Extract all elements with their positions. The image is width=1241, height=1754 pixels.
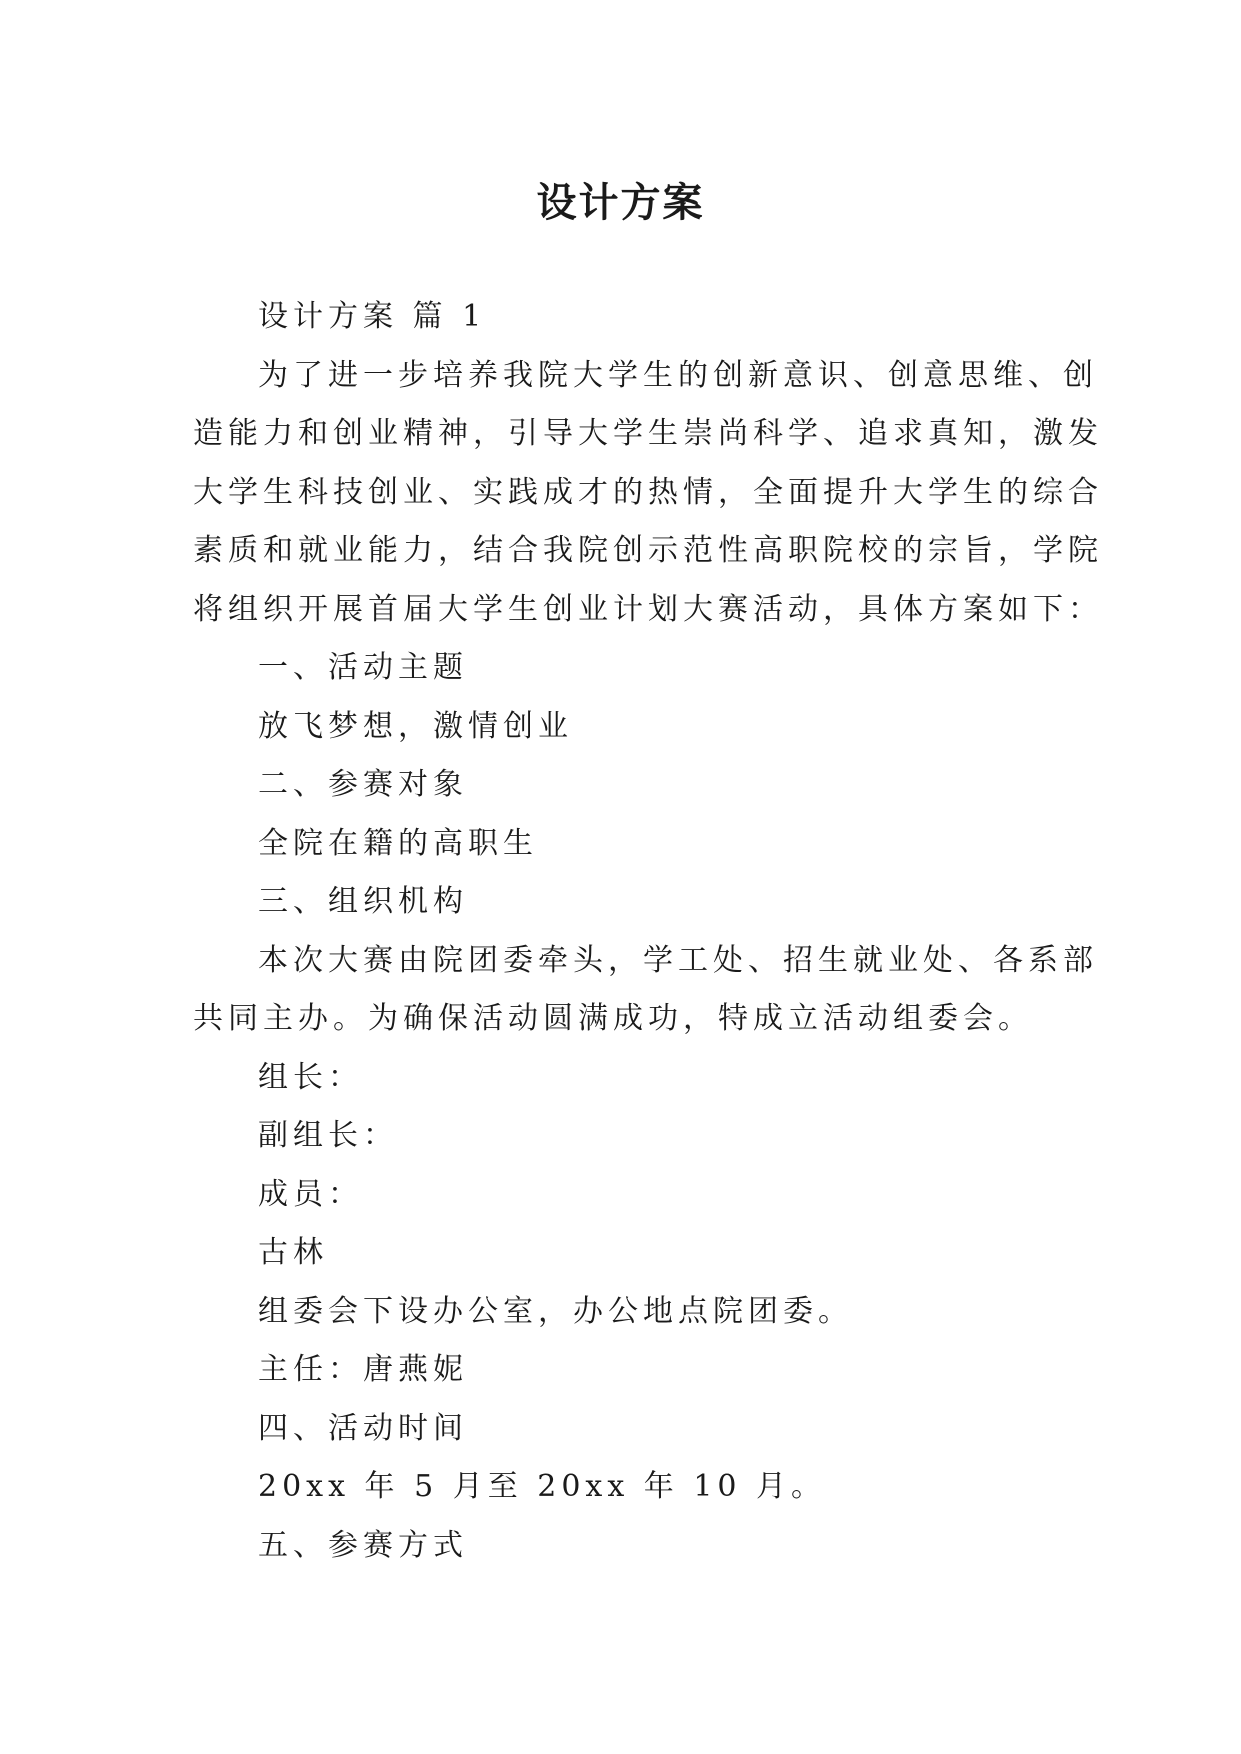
paragraph-line: 设计方案 篇 1 <box>258 299 487 334</box>
paragraph-line: 组委会下设办公室，办公地点院团委。 <box>258 1293 853 1329</box>
paragraph-line: 共同主办。为确保活动圆满成功，特成立活动组委会。 <box>193 1001 1033 1036</box>
paragraph-line: 将组织开展首届大学生创业计划大赛活动，具体方案如下： <box>193 591 1103 627</box>
document-body <box>193 288 1103 1575</box>
section-heading: 五、参赛方式 <box>258 1527 468 1563</box>
section-heading: 一、活动主题 <box>258 650 468 685</box>
paragraph-line: 本次大赛由院团委牵头，学工处、招生就业处、各系部 <box>258 942 1098 978</box>
paragraph-line: 造能力和创业精神，引导大学生崇尚科学、追求真知，激发 <box>193 416 1103 451</box>
paragraph-line: 全院在籍的高职生 <box>258 825 538 861</box>
section-heading: 四、活动时间 <box>258 1410 468 1446</box>
paragraph-line: 组长： <box>258 1059 363 1095</box>
section-heading: 三、组织机构 <box>258 884 468 919</box>
paragraph-line: 为了进一步培养我院大学生的创新意识、创意思维、创 <box>258 357 1098 393</box>
section-heading: 二、参赛对象 <box>258 767 468 802</box>
paragraph-line: 古林 <box>258 1235 328 1270</box>
paragraph-line: 20xx 年 5 月至 20xx 年 10 月。 <box>258 1469 827 1504</box>
paragraph-line: 大学生科技创业、实践成才的热情，全面提升大学生的综合 <box>193 474 1103 510</box>
paragraph-line: 成员： <box>258 1176 363 1212</box>
paragraph-line: 主任：唐燕妮 <box>258 1352 468 1387</box>
paragraph-line: 副组长： <box>258 1118 398 1153</box>
paragraph-line: 放飞梦想，激情创业 <box>258 708 573 744</box>
document-title: 设计方案 <box>536 179 705 226</box>
paragraph-line: 素质和就业能力，结合我院创示范性高职院校的宗旨，学院 <box>193 533 1103 568</box>
